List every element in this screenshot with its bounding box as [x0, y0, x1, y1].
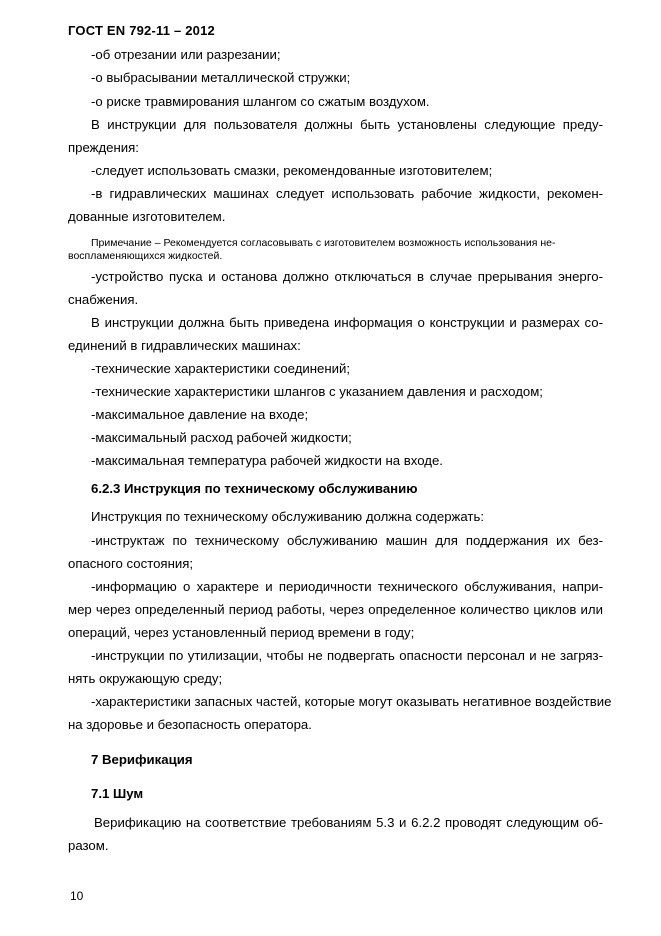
list-item: -максимальная температура рабочей жидкости на входе. [91, 453, 443, 468]
list-item: -инструкции по утилизации, чтобы не подвергать опасности персонал и не загряз- [91, 648, 603, 663]
paragraph-line: нять окружающую среду; [68, 671, 223, 686]
list-item: -устройство пуска и останова должно отключаться в случае прерывания энерго- [91, 269, 603, 284]
paragraph-line: снабжения. [68, 292, 139, 307]
list-item: -характеристики запасных частей, которые могут оказывать негативное воздействие [91, 694, 612, 709]
list-item: -о риске травмирования шлангом со сжатым воздухом. [91, 94, 430, 109]
paragraph-line: единений в гидравлических машинах: [68, 338, 301, 353]
list-item: -в гидравлических машинах следует использовать рабочие жидкости, рекомен- [91, 186, 603, 201]
paragraph-line: опасного состояния; [68, 556, 194, 571]
paragraph-line: В инструкции должна быть приведена информация о конструкции и размерах со- [91, 315, 603, 330]
list-item: -следует использовать смазки, рекомендованные изготовителем; [91, 163, 493, 178]
list-item: -максимальный расход рабочей жидкости; [91, 430, 352, 445]
list-item: -информацию о характере и периодичности технического обслуживания, напри- [91, 579, 603, 594]
list-item: -технические характеристики шлангов с указанием давления и расходом; [91, 384, 543, 399]
paragraph-line: мер через определенный период работы, через определенное количество циклов или [68, 602, 603, 617]
section-heading: 7 Верификация [91, 752, 193, 767]
paragraph-line: В инструкции для пользователя должны быть установлены следующие преду- [91, 117, 603, 132]
list-item: -технические характеристики соединений; [91, 361, 351, 376]
note-line: воспламеняющихся жидкостей. [68, 250, 223, 262]
paragraph-line: преждения: [68, 140, 139, 155]
list-item: -инструктаж по техническому обслуживанию машин для поддержания их без- [91, 533, 603, 548]
paragraph-line: на здоровье и безопасность оператора. [68, 717, 312, 732]
list-item: -о выбрасывании металлической стружки; [91, 70, 351, 85]
paragraph-line: Верификацию на соответствие требованиям 5.3 и 6.2.2 проводят следующим об- [94, 815, 603, 830]
paragraph-line: Инструкция по техническому обслуживанию должна содержать: [91, 509, 484, 524]
subsection-heading: 7.1 Шум [91, 786, 144, 801]
page-number: 10 [70, 889, 84, 903]
paragraph-line: операций, через установленный период времени в году; [68, 625, 415, 640]
paragraph-line: дованные изготовителем. [68, 209, 226, 224]
list-item: -об отрезании или разрезании; [91, 47, 281, 62]
section-heading: 6.2.3 Инструкция по техническому обслуживанию [91, 481, 418, 496]
document-header: ГОСТ EN 792-11 – 2012 [68, 23, 215, 38]
paragraph-line: разом. [68, 838, 109, 853]
list-item: -максимальное давление на входе; [91, 407, 309, 422]
note-line: Примечание – Рекомендуется согласовывать с изготовителем возможность использования не- [91, 237, 556, 249]
